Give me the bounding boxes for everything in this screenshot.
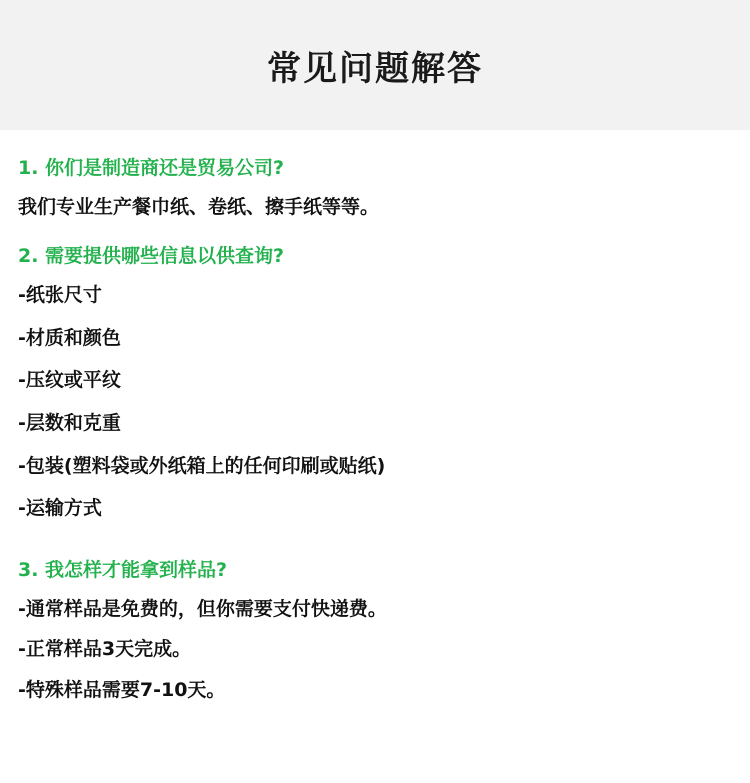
faq-item-2 [18, 244, 732, 522]
faq-answer-3-line-3: -特殊样品需要7-10天。 [18, 678, 226, 701]
faq-question-1: 1. 你们是制造商还是贸易公司? [18, 157, 285, 179]
faq-content [0, 130, 750, 703]
page-title: 常见问题解答 [267, 48, 483, 89]
list-item: -材质和颜色 [18, 326, 121, 349]
list-item: -纸张尺寸 [18, 284, 102, 307]
faq-question-3: 3. 我怎样才能拿到样品? [18, 558, 228, 581]
list-item: -运输方式 [18, 497, 102, 520]
faq-item-3 [18, 558, 732, 704]
faq-answer-1-line-1: 我们专业生产餐巾纸、卷纸、擦手纸等等。 [18, 195, 380, 218]
page-header [0, 0, 750, 130]
faq-item-1 [18, 156, 732, 220]
list-item: -层数和克重 [18, 411, 121, 434]
faq-answer-2-list [18, 283, 732, 522]
faq-answer-3-line-1: -通常样品是免费的，但你需要支付快递费。 [18, 597, 387, 620]
list-item: -包装(塑料袋或外纸箱上的任何印刷或贴纸) [18, 454, 386, 477]
list-item: -压纹或平纹 [18, 369, 121, 392]
faq-question-2: 2. 需要提供哪些信息以供查询? [18, 245, 285, 268]
faq-answer-3-line-2: -正常样品3天完成。 [18, 638, 192, 661]
